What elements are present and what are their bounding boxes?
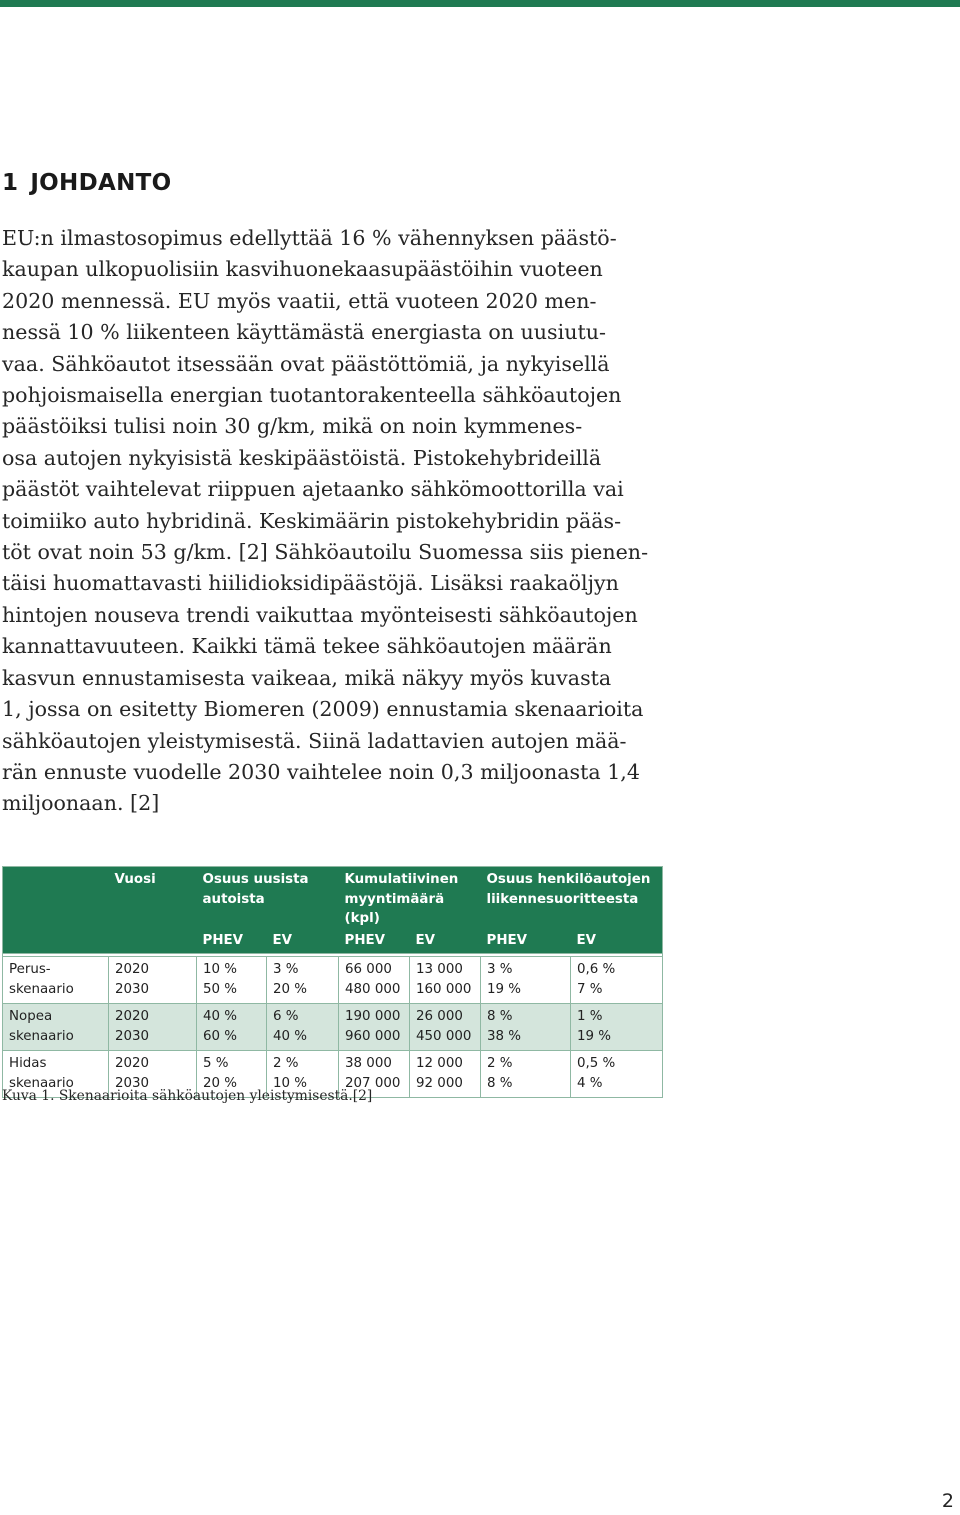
value-cell: 2 % 10 % <box>267 1051 339 1098</box>
header-traffic-share: Osuus henkilöautojen liikennesuoritteesta <box>481 867 663 929</box>
paragraph-line: päästöiksi tulisi noin 30 g/km, mikä on noin kymmenes- <box>2 414 583 439</box>
value-cell: 6 % 40 % <box>267 1004 339 1051</box>
section-heading <box>2 170 171 196</box>
paragraph-line: toimiiko auto hybridinä. Keskimäärin pistokehybridin pääs- <box>2 508 622 533</box>
header-phev: PHEV <box>339 929 410 954</box>
value-cell: 13 000 160 000 <box>410 957 481 1004</box>
paragraph-line: kasvun ennustamisesta vaikeaa, mikä näkyy myös kuvasta <box>2 665 612 690</box>
paragraph-line: 1, jossa on esitetty Biomeren (2009) ennustamia skenaarioita <box>2 697 644 722</box>
scenario-table <box>2 866 663 1098</box>
value-cell: 1 % 19 % <box>571 1004 663 1051</box>
paragraph-line: 2020 mennessä. EU myös vaatii, että vuoteen 2020 men- <box>2 288 597 313</box>
header-ev: EV <box>267 929 339 954</box>
value-cell: 0,5 % 4 % <box>571 1051 663 1098</box>
figure-caption: Kuva 1. Skenaarioita sähköautojen yleistymisestä.[2] <box>2 1088 373 1104</box>
table-row <box>3 957 663 1004</box>
top-accent-rule <box>0 0 960 7</box>
header-phev: PHEV <box>481 929 571 954</box>
header-new-share: Osuus uusista autoista <box>197 867 339 929</box>
paragraph-line: päästöt vaihtelevat riippuen ajetaanko sähkömoottorilla vai <box>2 477 624 502</box>
value-cell: 38 000 207 000 <box>339 1051 410 1098</box>
value-cell: 10 % 50 % <box>197 957 267 1004</box>
header-phev: PHEV <box>197 929 267 954</box>
scenario-table-figure <box>2 866 662 1098</box>
paragraph-line: sähköautojen yleistymisestä. Siinä ladattavien autojen mää- <box>2 728 627 753</box>
value-cell: 5 % 20 % <box>197 1051 267 1098</box>
value-cell: 0,6 % 7 % <box>571 957 663 1004</box>
value-cell: 12 000 92 000 <box>410 1051 481 1098</box>
header-vuosi: Vuosi <box>109 867 197 929</box>
value-cell: 2 % 8 % <box>481 1051 571 1098</box>
table-row <box>3 1004 663 1051</box>
value-cell: 40 % 60 % <box>197 1004 267 1051</box>
scenario-cell: Nopea skenaario <box>3 1004 109 1051</box>
paragraph-line: osa autojen nykyisistä keskipäästöistä. Pistokehybrideillä <box>2 445 602 470</box>
paragraph-line: hintojen nouseva trendi vaikuttaa myönteisesti sähköautojen <box>2 602 638 627</box>
value-cell: 66 000 480 000 <box>339 957 410 1004</box>
header-blank <box>109 929 197 954</box>
paragraph-line: kannattavuuteen. Kaikki tämä tekee sähköautojen määrän <box>2 634 612 659</box>
year-cell: 2020 2030 <box>109 957 197 1004</box>
paragraph-line: kaupan ulkopuolisiin kasvihuonekaasupäästöihin vuoteen <box>2 257 603 282</box>
paragraph-line: nessä 10 % liikenteen käyttämästä energiasta on uusiutu- <box>2 320 606 345</box>
section-title: JOHDANTO <box>30 170 172 196</box>
header-ev: EV <box>571 929 663 954</box>
header-cumulative: Kumulatiivinen myyntimäärä (kpl) <box>339 867 481 929</box>
paragraph-line: miljoonaan. [2] <box>2 791 160 816</box>
scenario-cell: Hidas skenaario <box>9 1056 74 1091</box>
paragraph-line: täisi huomattavasti hiilidioksidipäästöjä. Lisäksi raakaöljyn <box>2 571 619 596</box>
paragraph-line: pohjoismaisella energian tuotantorakenteella sähköautojen <box>2 383 622 408</box>
paragraph-line: töt ovat noin 53 g/km. [2] Sähköautoilu Suomessa siis pienen- <box>2 540 649 565</box>
paragraph-line: rän ennuste vuodelle 2030 vaihtelee noin 0,3 miljoonasta 1,4 <box>2 759 640 784</box>
value-cell: 26 000 450 000 <box>410 1004 481 1051</box>
section-number: 1 <box>2 170 19 196</box>
paragraph-line: vaa. Sähköautot itsessään ovat päästöttömiä, ja nykyisellä <box>2 351 610 376</box>
year-cell: 2020 2030 <box>109 1051 197 1098</box>
value-cell: 3 % 19 % <box>481 957 571 1004</box>
page-number: 2 <box>941 1490 954 1512</box>
header-ev: EV <box>410 929 481 954</box>
header-blank <box>3 867 109 929</box>
year-cell: 2020 2030 <box>109 1004 197 1051</box>
value-cell: 3 % 20 % <box>267 957 339 1004</box>
value-cell: 8 % 38 % <box>481 1004 571 1051</box>
header-blank <box>3 929 109 954</box>
paragraph-line: EU:n ilmastosopimus edellyttää 16 % vähennyksen päästö- <box>2 226 617 250</box>
intro-paragraph <box>2 223 667 820</box>
value-cell: 190 000 960 000 <box>339 1004 410 1051</box>
scenario-cell: Perus- skenaario <box>9 962 74 997</box>
